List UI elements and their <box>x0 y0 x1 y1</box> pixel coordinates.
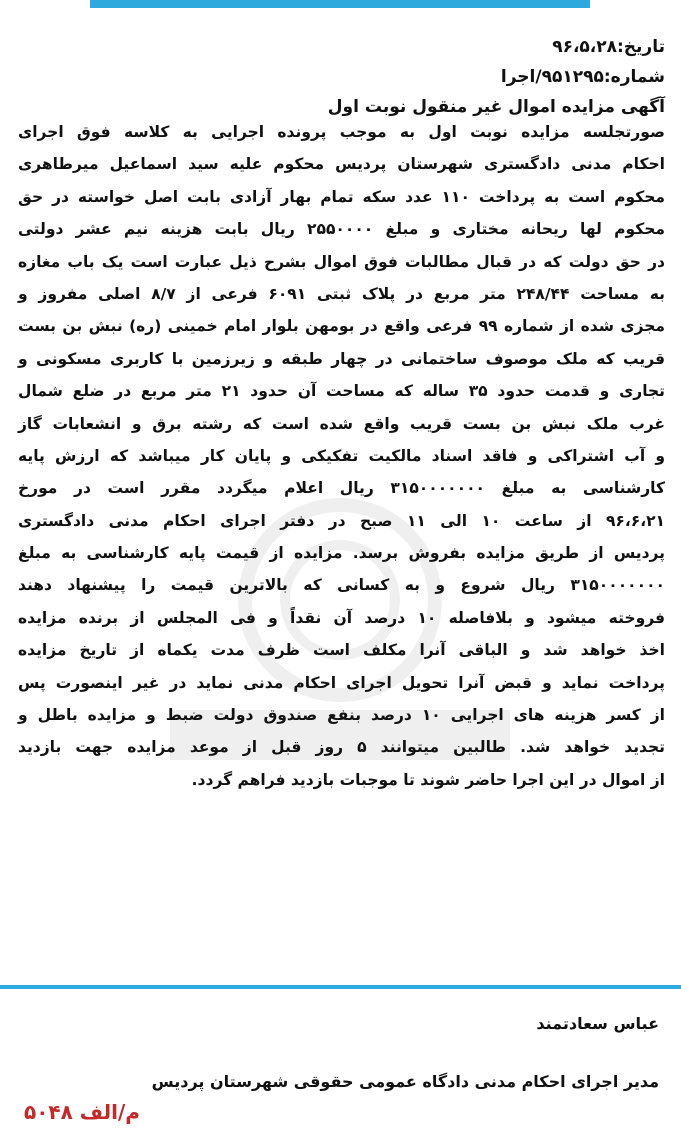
body-line: صورتجلسه مزایده نوبت اول به موجب پرونده اجرایی به کلاسه فوق اجرای <box>18 123 665 141</box>
reference-code: م/الف ۵۰۴۸ <box>24 1100 140 1124</box>
signatory-role: مدیر اجرای احکام مدنی دادگاه عمومی حقوقی شهرستان پردیس <box>151 1072 659 1091</box>
body-line: اخذ خواهد شد و الباقی آنرا مکلف است ظرف مدت یکماه از تاریخ مزایده <box>18 641 665 660</box>
signatory-name: عباس سعادتمند <box>536 1014 659 1033</box>
body-line: از اموال در این اجرا حاضر شوند تا موجبات بازدید فراهم گردد. <box>191 770 665 789</box>
notice-number: شماره:۹۵۱۲۹۵/اجرا <box>500 67 665 87</box>
body-line: مجزی شده از شماره ۹۹ فرعی واقع در بومهن بلوار امام خمینی (ره) نبش بن بست <box>18 317 665 336</box>
notice-date: تاریخ:۹۶،۵،۲۸ <box>552 37 665 57</box>
body-line: تجدید خواهد شد. طالبین میتوانند ۵ روز قبل از موعد مزایده جهت بازدید <box>18 738 665 757</box>
signature-block <box>152 1012 659 1094</box>
bottom-accent-rule <box>0 985 681 989</box>
body-line: ۳۱۵۰۰۰۰۰۰۰ ریال شروع و به کسانی که بالاترین قیمت را پیشنهاد دهند <box>18 576 665 595</box>
body-line: تجاری و قدمت حدود ۳۵ ساله که مساحت آن حدود ۲۱ متر مربع در ضلع شمال <box>18 382 666 401</box>
body-line: پردیس از طریق مزایده بفروش برسد. مزایده از قیمت پایه کارشناسی به مبلغ <box>18 544 665 563</box>
body-line: از کسر هزینه های اجرایی ۱۰ درصد بنفع صندوق دولت ضبط و مزایده باطل و <box>18 706 665 725</box>
body-line: قریب که ملک موصوف ساختمانی در چهار طبقه و زیرزمین با کاربری مسکونی و <box>18 349 665 368</box>
body-line: احکام مدنی دادگستری شهرستان پردیس محکوم علیه سید اسماعیل میرطاهری <box>18 155 665 174</box>
body-line: پرداخت نماید و قبض آنرا تحویل اجرای احکام مدنی نماید در غیر اینصورت پس <box>18 673 665 692</box>
body-line: فروخته میشود و بلافاصله ۱۰ درصد آن نقداً و فی المجلس از برنده مزایده <box>18 608 665 627</box>
body-line: در حق دولت که در قبال مطالبات فوق اموال بشرح ذیل عبارت است یک باب مغازه <box>18 252 665 271</box>
body-line: به مساحت ۲۴۸/۴۴ متر مربع در پلاک ثبتی ۶۰۹۱ فرعی از ۸/۷ اصلی مفروز و <box>18 284 665 303</box>
top-accent-rule <box>90 0 590 8</box>
notice-title: آگهی مزایده اموال غیر منقول نوبت اول <box>327 97 665 117</box>
body-line: محکوم است به پرداخت ۱۱۰ عدد سکه تمام بهار آزادی بابت اصل خواسته در حق <box>18 187 665 206</box>
body-line: محکوم لها ریحانه مختاری و مبلغ ۲۵۵۰۰۰۰ ریال بابت هزینه نیم عشر دولتی <box>18 220 665 239</box>
body-line: و آب اشتراکی و فاقد اسناد مالکیت تفکیکی و پایان کار میباشد که ارزش پایه <box>18 446 665 465</box>
notice-body <box>18 120 665 800</box>
body-line: غرب ملک نبش بن بست قریب واقع شده است که رشته برق و انشعابات گاز <box>18 414 665 433</box>
body-line: کارشناسی به مبلغ ۳۱۵۰۰۰۰۰۰۰ ریال اعلام میگردد مقرر است در مورخ <box>18 479 665 498</box>
auction-notice <box>18 34 665 800</box>
body-line: ۹۶،۶،۲۱ از ساعت ۱۰ الی ۱۱ صبح در دفتر اجرای احکام مدنی دادگستری <box>18 511 666 530</box>
